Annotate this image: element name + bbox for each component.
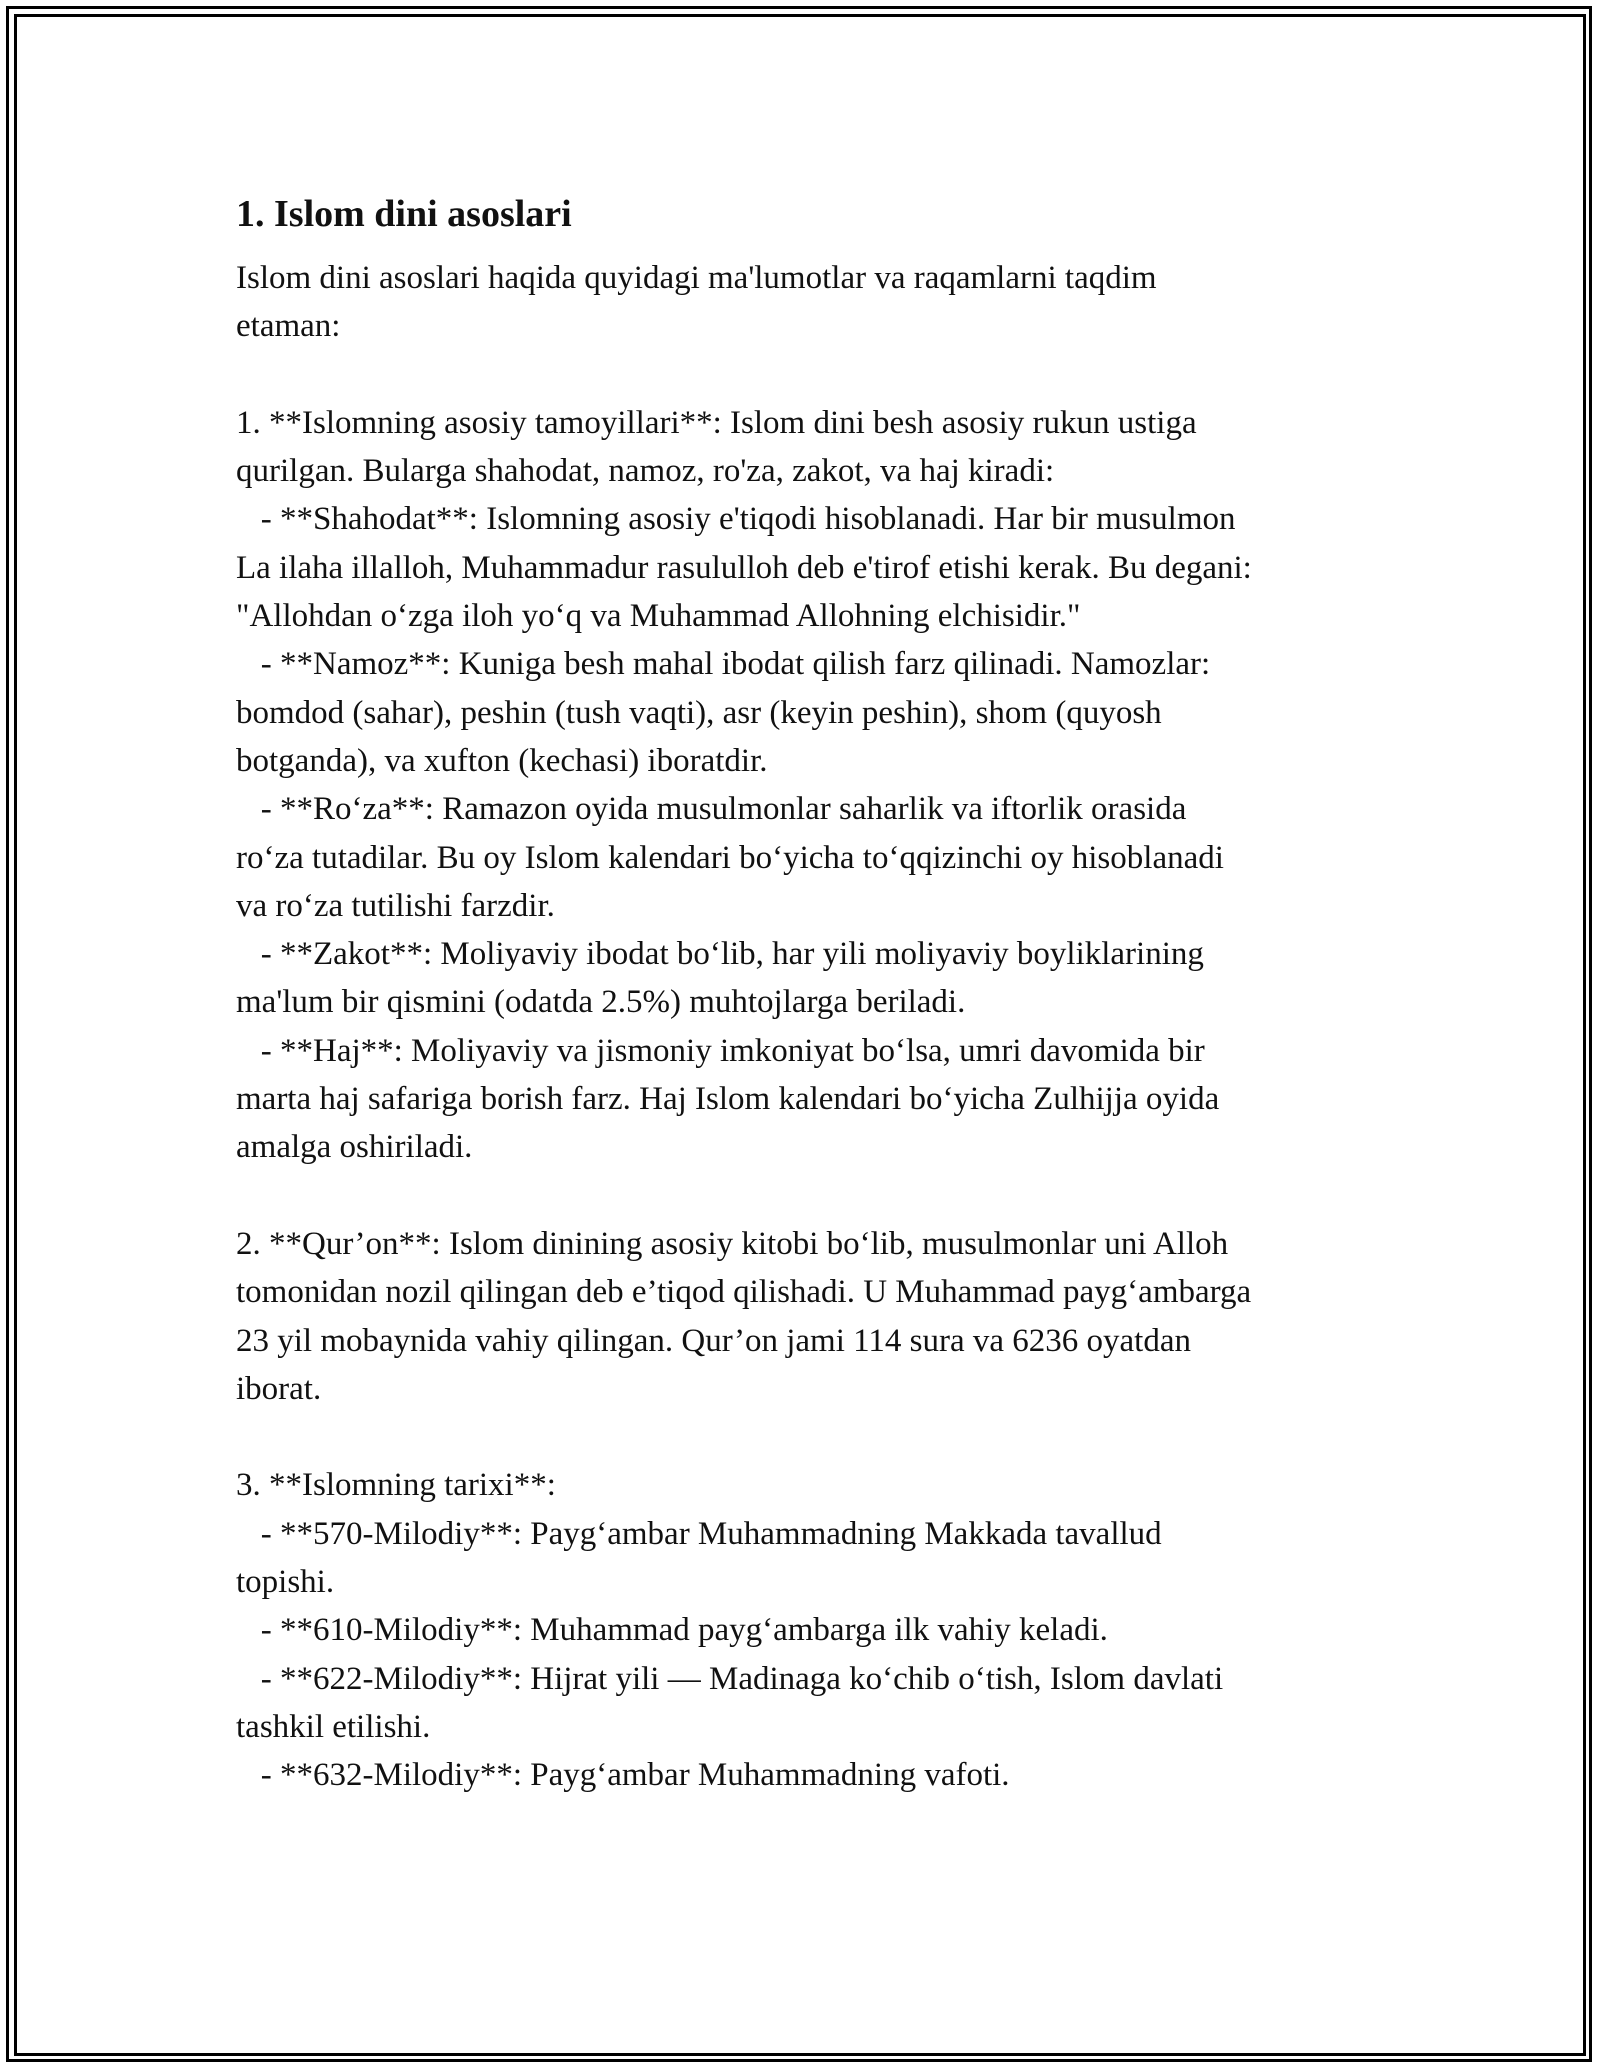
section-history: 3. **Islomning tarixi**: - **570-Milodiy**: Payg‘ambar Muhammadning Makkada tavallud topishi. - **610-Milodiy**: Muhammad payg‘ambarga ilk vahiy keladi. - **622-Milodiy**: Hijrat yili — Madinaga ko‘chib o‘tish, Islom davlati tashkil etilishi. - **632-Milodiy**: Payg‘ambar Muhammadning vafoti. [236, 1467, 1224, 1794]
document-body [236, 184, 1376, 1800]
document-heading: 1. Islom dini asoslari [236, 193, 572, 235]
paragraph-gap [236, 1172, 1376, 1220]
intro-paragraph: Islom dini asoslari haqida quyidagi ma'lumotlar va raqamlarni taqdim etaman: [236, 260, 1157, 345]
section-pillars: 1. **Islomning asosiy tamoyillari**: Islom dini besh asosiy rukun ustiga qurilgan. Bularga shahodat, namoz, ro'za, zakot, va haj kiradi: - **Shahodat**: Islomning asosiy e'tiqodi hisoblanadi. Har bir musulmon La ilaha illalloh, Muhammadur rasululloh deb e'tirof etishi kerak. Bu degani: "Allohdan o‘zga iloh yo‘q va Muhammad Allohning elchisidir." - **Namoz**: Kuniga besh mahal ibodat qilish farz qilinadi. Namozlar: bomdod (sahar), peshin (tush vaqti), asr (keyin peshin), shom (quyosh botganda), va xufton (kechasi) iboratdir. - **Ro‘za**: Ramazon oyida musulmonlar saharlik va iftorlik orasida ro‘za tutadilar. Bu oy Islom kalendari bo‘yicha to‘qqizinchi oy hisoblanadi va ro‘za tutilishi farzdir. - **Zakot**: Moliyaviy ibodat bo‘lib, har yili moliyaviy boyliklarining ma'lum bir qismini (odatda 2.5%) muhtojlarga beriladi. - **Haj**: Moliyaviy va jismoniy imkoniyat bo‘lsa, umri davomida bir marta haj safariga borish farz. Haj Islom kalendari bo‘yicha Zulhijja oyida amalga oshiriladi. [236, 404, 1252, 1166]
paragraph-gap [236, 351, 1376, 399]
section-quran: 2. **Qur’on**: Islom dinining asosiy kitobi bo‘lib, musulmonlar uni Alloh tomonidan nozil qilingan deb e’tiqod qilishadi. U Muhammad payg‘ambarga 23 yil mobaynida vahiy qilingan. Qur’on jami 114 sura va 6236 oyatdan iborat. [236, 1225, 1252, 1407]
paragraph-gap [236, 1413, 1376, 1461]
